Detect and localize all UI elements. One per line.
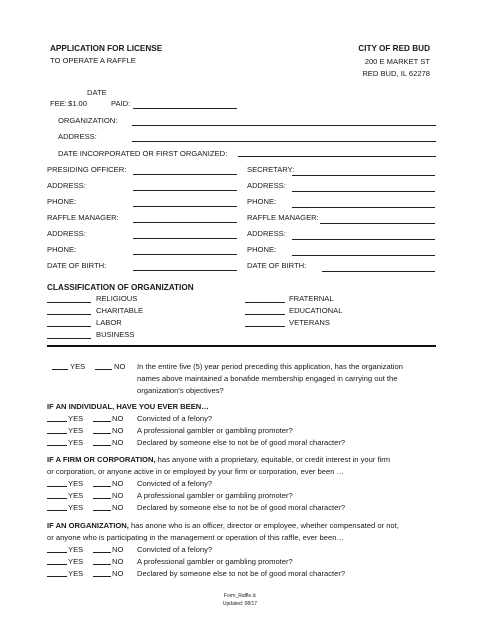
org-address-field[interactable] [132,141,436,142]
fee-label: FEE: [50,99,67,108]
charitable-label: CHARITABLE [96,306,144,315]
religious-label: RELIGIOUS [96,294,138,303]
membership-yes-label: YES [70,362,86,371]
secretary-address-field[interactable] [292,191,435,192]
firm-q1-yes-box[interactable] [47,486,67,487]
incorporated-field[interactable] [238,156,436,157]
classification-title: CLASSIFICATION OF ORGANIZATION [47,283,194,292]
firm-q1-text: Convicted of a felony? [137,479,213,488]
membership-question-line1: In the entire five (5) year period preceding this application, has the organization [137,362,403,371]
organization-q2-text: A professional gambler or gambling promoter? [137,557,293,566]
individual-q1-no-box[interactable] [93,421,111,422]
individual-q1-no: NO [112,414,124,423]
organization-q3-no: NO [112,569,124,578]
manager-address-label: ADDRESS: [47,229,86,238]
presiding-address-field[interactable] [133,190,237,191]
individual-q1-text: Convicted of a felony? [137,414,213,423]
organization-q2-yes-box[interactable] [47,564,67,565]
raffle-manager2-label: RAFFLE MANAGER: [247,213,319,222]
educational-label: EDUCATIONAL [289,306,343,315]
organization-q3-no-box[interactable] [93,576,111,577]
city-address-line2: RED BUD, IL 62278 [362,69,430,78]
organization-heading [47,521,399,530]
firm-q2-no: NO [112,491,124,500]
manager2-phone-field[interactable] [292,255,435,256]
firm-q3-no-box[interactable] [93,510,111,511]
individual-q3-no-box[interactable] [93,445,111,446]
organization-q1-yes-box[interactable] [47,552,67,553]
manager2-address-field[interactable] [292,239,435,240]
form-title: APPLICATION FOR LICENSE [50,44,163,53]
organization-q1-text: Convicted of a felony? [137,545,213,554]
manager-dob-field[interactable] [133,270,237,271]
fraternal-label: FRATERNAL [289,294,334,303]
organization-q3-text: Declared by someone else to not be of good moral character? [137,569,346,578]
paid-label: PAID: [111,99,131,108]
organization-heading-line2: or anyone who is participating in the management or operation of this raffle, ever been… [47,533,345,542]
individual-q2-yes-box[interactable] [47,433,67,434]
individual-q2-no-box[interactable] [93,433,111,434]
charitable-checkbox[interactable] [47,314,91,315]
secretary-label: SECRETARY: [247,165,295,174]
organization-heading-text: has anone who is an officer, director or employee, whether compensated or not, [128,521,399,530]
firm-q3-text: Declared by someone else to not be of good moral character? [137,503,346,512]
organization-field[interactable] [132,125,436,126]
veterans-label: VETERANS [289,318,330,327]
fee-amount: $1.00 [68,99,88,108]
presiding-officer-label: PRESIDING OFFICER: [47,165,127,174]
org-address-label: ADDRESS: [58,132,97,141]
individual-q2-no: NO [112,426,124,435]
organization-q3-yes: YES [68,569,84,578]
individual-q3-yes: YES [68,438,84,447]
organization-heading-bold: IF AN ORGANIZATION, [47,521,129,530]
city-name: CITY OF RED BUD [358,44,430,53]
firm-q2-text: A professional gambler or gambling promoter? [137,491,293,500]
manager-dob-label: DATE OF BIRTH: [47,261,107,270]
raffle-manager-label: RAFFLE MANAGER: [47,213,119,222]
firm-q3-yes-box[interactable] [47,510,67,511]
organization-q2-yes: YES [68,557,84,566]
secretary-field[interactable] [292,175,435,176]
firm-q1-no: NO [112,479,124,488]
manager2-phone-label: PHONE: [247,245,277,254]
membership-no-label: NO [114,362,126,371]
city-address-line1: 200 E MARKET ST [364,57,430,66]
organization-q1-no: NO [112,545,124,554]
presiding-address-label: ADDRESS: [47,181,86,190]
manager-phone-label: PHONE: [47,245,77,254]
individual-q3-no: NO [112,438,124,447]
firm-heading-line2: or corporation, or anyone active in or employed by your firm or corporation, ever been … [47,467,345,476]
footer-updated: Updated: 08/17 [222,601,258,607]
secretary-address-label: ADDRESS: [247,181,286,190]
business-label: BUSINESS [96,330,135,339]
individual-q2-text: A professional gambler or gambling promoter? [137,426,293,435]
manager2-dob-field[interactable] [322,271,435,272]
firm-q1-yes: YES [68,479,84,488]
membership-question-line3: organization's objectives? [137,386,224,395]
labor-checkbox[interactable] [47,326,91,327]
date-label: DATE [87,88,107,97]
religious-checkbox[interactable] [47,302,91,303]
individual-q1-yes: YES [68,414,84,423]
membership-no-box[interactable] [95,369,112,370]
firm-q2-no-box[interactable] [93,498,111,499]
footer-form-name: Form_Raffle.lc [223,593,257,599]
firm-q1-no-box[interactable] [93,486,111,487]
manager-phone-field[interactable] [133,254,237,255]
raffle-manager-field[interactable] [133,222,237,223]
raffle-manager2-field[interactable] [320,223,435,224]
section-divider [47,345,436,347]
secretary-phone-label: PHONE: [247,197,277,206]
firm-q3-yes: YES [68,503,84,512]
presiding-phone-label: PHONE: [47,197,77,206]
business-checkbox[interactable] [47,338,91,339]
date-paid-field[interactable] [133,108,237,109]
firm-heading-bold: IF A FIRM OR CORPORATION, [47,455,156,464]
organization-q2-no: NO [112,557,124,566]
organization-q1-no-box[interactable] [93,552,111,553]
firm-heading [47,455,390,464]
individual-q2-yes: YES [68,426,84,435]
incorporated-label: DATE INCORPORATED OR FIRST ORGANIZED: [58,149,228,158]
labor-label: LABOR [96,318,122,327]
individual-heading: IF AN INDIVIDUAL, HAVE YOU EVER BEEN… [47,402,209,411]
fraternal-checkbox[interactable] [245,302,285,303]
organization-q2-no-box[interactable] [93,564,111,565]
organization-q1-yes: YES [68,545,84,554]
veterans-checkbox[interactable] [245,326,285,327]
manager2-dob-label: DATE OF BIRTH: [247,261,307,270]
firm-heading-text: has anyone with a proprietary, equitable, or credit interest in your firm [155,455,391,464]
form-subtitle: TO OPERATE A RAFFLE [50,56,136,65]
secretary-phone-field[interactable] [292,207,435,208]
individual-q3-yes-box[interactable] [47,445,67,446]
individual-q3-text: Declared by someone else to not be of good moral character? [137,438,346,447]
firm-q2-yes-box[interactable] [47,498,67,499]
manager-address-field[interactable] [133,238,237,239]
firm-q2-yes: YES [68,491,84,500]
membership-question-line2: names above maintained a bonafide membership engaged in carrying out the [137,374,398,383]
individual-q1-yes-box[interactable] [47,421,67,422]
presiding-phone-field[interactable] [133,206,237,207]
organization-q3-yes-box[interactable] [47,576,67,577]
presiding-officer-field[interactable] [133,174,237,175]
membership-yes-box[interactable] [52,369,68,370]
educational-checkbox[interactable] [245,314,285,315]
manager2-address-label: ADDRESS: [247,229,286,238]
organization-label: ORGANIZATION: [58,116,118,125]
firm-q3-no: NO [112,503,124,512]
